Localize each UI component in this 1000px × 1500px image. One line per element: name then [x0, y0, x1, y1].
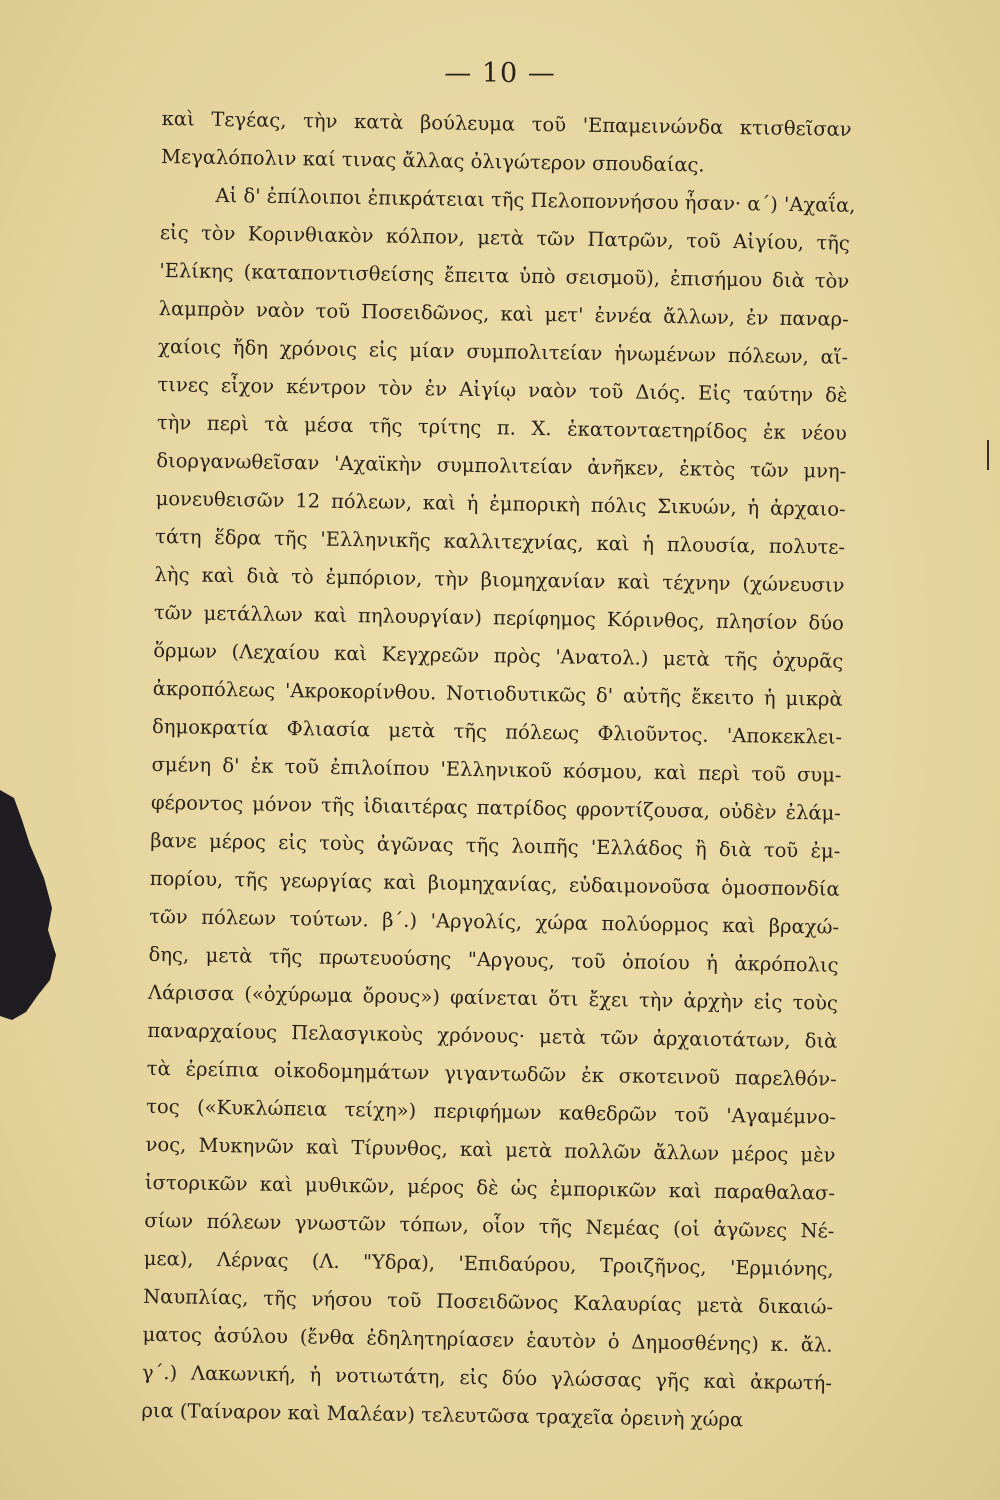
- text-line: καὶ Τεγέας, τὴν κατὰ βούλευμα τοῦ 'Επαμεινώνδα κτισθεῖσαν: [161, 106, 852, 141]
- text-line: διοργανωθεῖσαν 'Αχαϊκὴν συμπολιτείαν ἀνῆκεν, ἐκτὸς τῶν μνη-: [156, 448, 847, 483]
- text-line: βανε μέρος εἰς τοὺς ἀγῶνας τῆς λοιπῆς 'Ελλάδος ἢ διὰ τοῦ ἐμ-: [150, 828, 841, 863]
- text-line: ἀκροπόλεως 'Ακροκορίνθου. Νοτιοδυτικῶς δ' αὐτῆς ἔκειτο ἡ μικρὰ: [152, 676, 843, 711]
- text-line: λὴς καὶ διὰ τὸ ἐμπόριον, τὴν βιομηχανίαν καὶ τέχνην (χώνευσιν: [154, 562, 845, 597]
- text-line: Ναυπλίας, τῆς νήσου τοῦ Ποσειδῶνος Καλαυρίας μετὰ δικαιώ-: [143, 1284, 834, 1319]
- text-line: τῶν πόλεων τούτων. β΄.) 'Αργολίς, χώρα πολύορμος καὶ βραχώ-: [148, 904, 840, 939]
- text-line: πορίου, τῆς γεωργίας καὶ βιομηχανίας, εὐδαιμονοῦσα ὁμοσπονδία: [149, 866, 840, 901]
- text-line: λαμπρὸν ναὸν τοῦ Ποσειδῶνος, καὶ μετ' ἐννέα ἄλλων, ἐν παναρ-: [158, 296, 849, 331]
- text-line: Αἱ δ' ἐπίλοιποι ἐπικράτειαι τῆς Πελοποννήσου ἦσαν· α΄) 'Αχαΐα,: [215, 183, 856, 217]
- text-line: τῶν μετάλλων καὶ πηλουργίαν) περίφημος Κόρινθος, πλησίον δύο: [153, 600, 845, 635]
- text-line: νος, Μυκηνῶν καὶ Τίρυνθος, καὶ μετὰ πολλῶν ἄλλων μέρος μὲν: [145, 1132, 836, 1167]
- text-line: μεα), Λέρνας (Λ. "Υδρα), 'Επιδαύρου, Τροιζῆνος, 'Ερμιόνης,: [143, 1246, 834, 1281]
- text-line: δημοκρατία Φλιασία μετὰ τῆς πόλεως Φλιοῦντος. 'Αποκεκλει-: [151, 714, 843, 749]
- text-line: τὰ ἐρείπια οἰκοδομημάτων γιγαντωδῶν ἐκ σκοτεινοῦ παρελθόν-: [146, 1056, 837, 1091]
- text-line: τος («Κυκλώπεια τείχη») περιφήμων καθεδρῶν τοῦ 'Αγαμέμνο-: [146, 1094, 837, 1129]
- text-line: τινες εἶχον κέντρον τὸν ἐν Αἰγίῳ ναὸν τοῦ Διός. Εἰς ταύτην δὲ: [157, 372, 848, 407]
- text-line: χαίοις ἤδη χρόνοις εἰς μίαν συμπολιτείαν ἡνωμένων πόλεων, αἵ-: [157, 334, 849, 369]
- text-line: ρια (Ταίναρον καὶ Μαλέαν) τελευτῶσα τραχεῖα ὀρεινὴ χώρα: [141, 1398, 744, 1432]
- text-line: γ΄.) Λακωνική, ἡ νοτιωτάτη, εἰς δύο γλώσσας γῆς καὶ ἀκρωτή-: [141, 1360, 833, 1395]
- text-line: τὴν περὶ τὰ μέσα τῆς τρίτης π. Χ. ἑκατονταετηρίδος ἐκ νέου: [156, 410, 848, 445]
- text-line: ἱστορικῶν καὶ μυθικῶν, μέρος δὲ ὡς ἐμπορικῶν καὶ παραθαλασ-: [144, 1170, 836, 1205]
- text-line: παναρχαίους Πελασγικοὺς χρόνους· μετὰ τῶν ἀρχαιοτάτων, διὰ: [147, 1018, 838, 1053]
- text-line: φέροντος μόνον τῆς ἰδιαιτέρας πατρίδος φροντίζουσα, οὐδὲν ἐλάμ-: [150, 790, 842, 825]
- text-line: ματος ἀσύλου (ἔνθα ἐδηλητηρίασεν ἑαυτὸν ὁ Δημοσθένης) κ. ἄλ.: [142, 1322, 833, 1357]
- text-line: εἰς τὸν Κορινθιακὸν κόλπον, μετὰ τῶν Πατρῶν, τοῦ Αἰγίου, τῆς: [159, 220, 851, 255]
- ink-stain: [0, 790, 60, 1020]
- text-line: 'Ελίκης (καταποντισθείσης ἔπειτα ὑπὸ σεισμοῦ), ἐπισήμου διὰ τὸν: [159, 258, 850, 293]
- body-text: [141, 100, 856, 1441]
- text-line: σμένη δ' ἐκ τοῦ ἐπιλοίπου 'Ελληνικοῦ κόσμου, καὶ περὶ τοῦ συμ-: [151, 752, 842, 787]
- text-line: τάτη ἕδρα τῆς 'Ελληνικῆς καλλιτεχνίας, καὶ ἡ πλουσία, πολυτε-: [154, 524, 846, 559]
- text-line: δης, μετὰ τῆς πρωτευούσης "Αργους, τοῦ ὁποίου ἡ ἀκρόπολις: [148, 942, 839, 977]
- text-line: Μεγαλόπολιν καί τινας ἄλλας ὀλιγώτερον σπουδαίας.: [160, 144, 705, 177]
- page-number: — 10 —: [444, 58, 556, 89]
- text-line: ὅρμων (Λεχαίου καὶ Κεγχρεῶν πρὸς 'Ανατολ.) μετὰ τῆς ὀχυρᾶς: [153, 638, 844, 673]
- text-line: Λάρισσα («ὀχύρωμα ὄρους») φαίνεται ὅτι ἔχει τὴν ἀρχὴν εἰς τοὺς: [147, 980, 839, 1015]
- margin-mark: [985, 440, 991, 470]
- text-line: μονευθεισῶν 12 πόλεων, καὶ ἡ ἐμπορικὴ πόλις Σικυών, ἡ ἀρχαιο-: [155, 486, 846, 521]
- text-line: σίων πόλεων γνωστῶν τόπων, οἷον τῆς Νεμέας (οἱ ἀγῶνες Νέ-: [144, 1208, 835, 1243]
